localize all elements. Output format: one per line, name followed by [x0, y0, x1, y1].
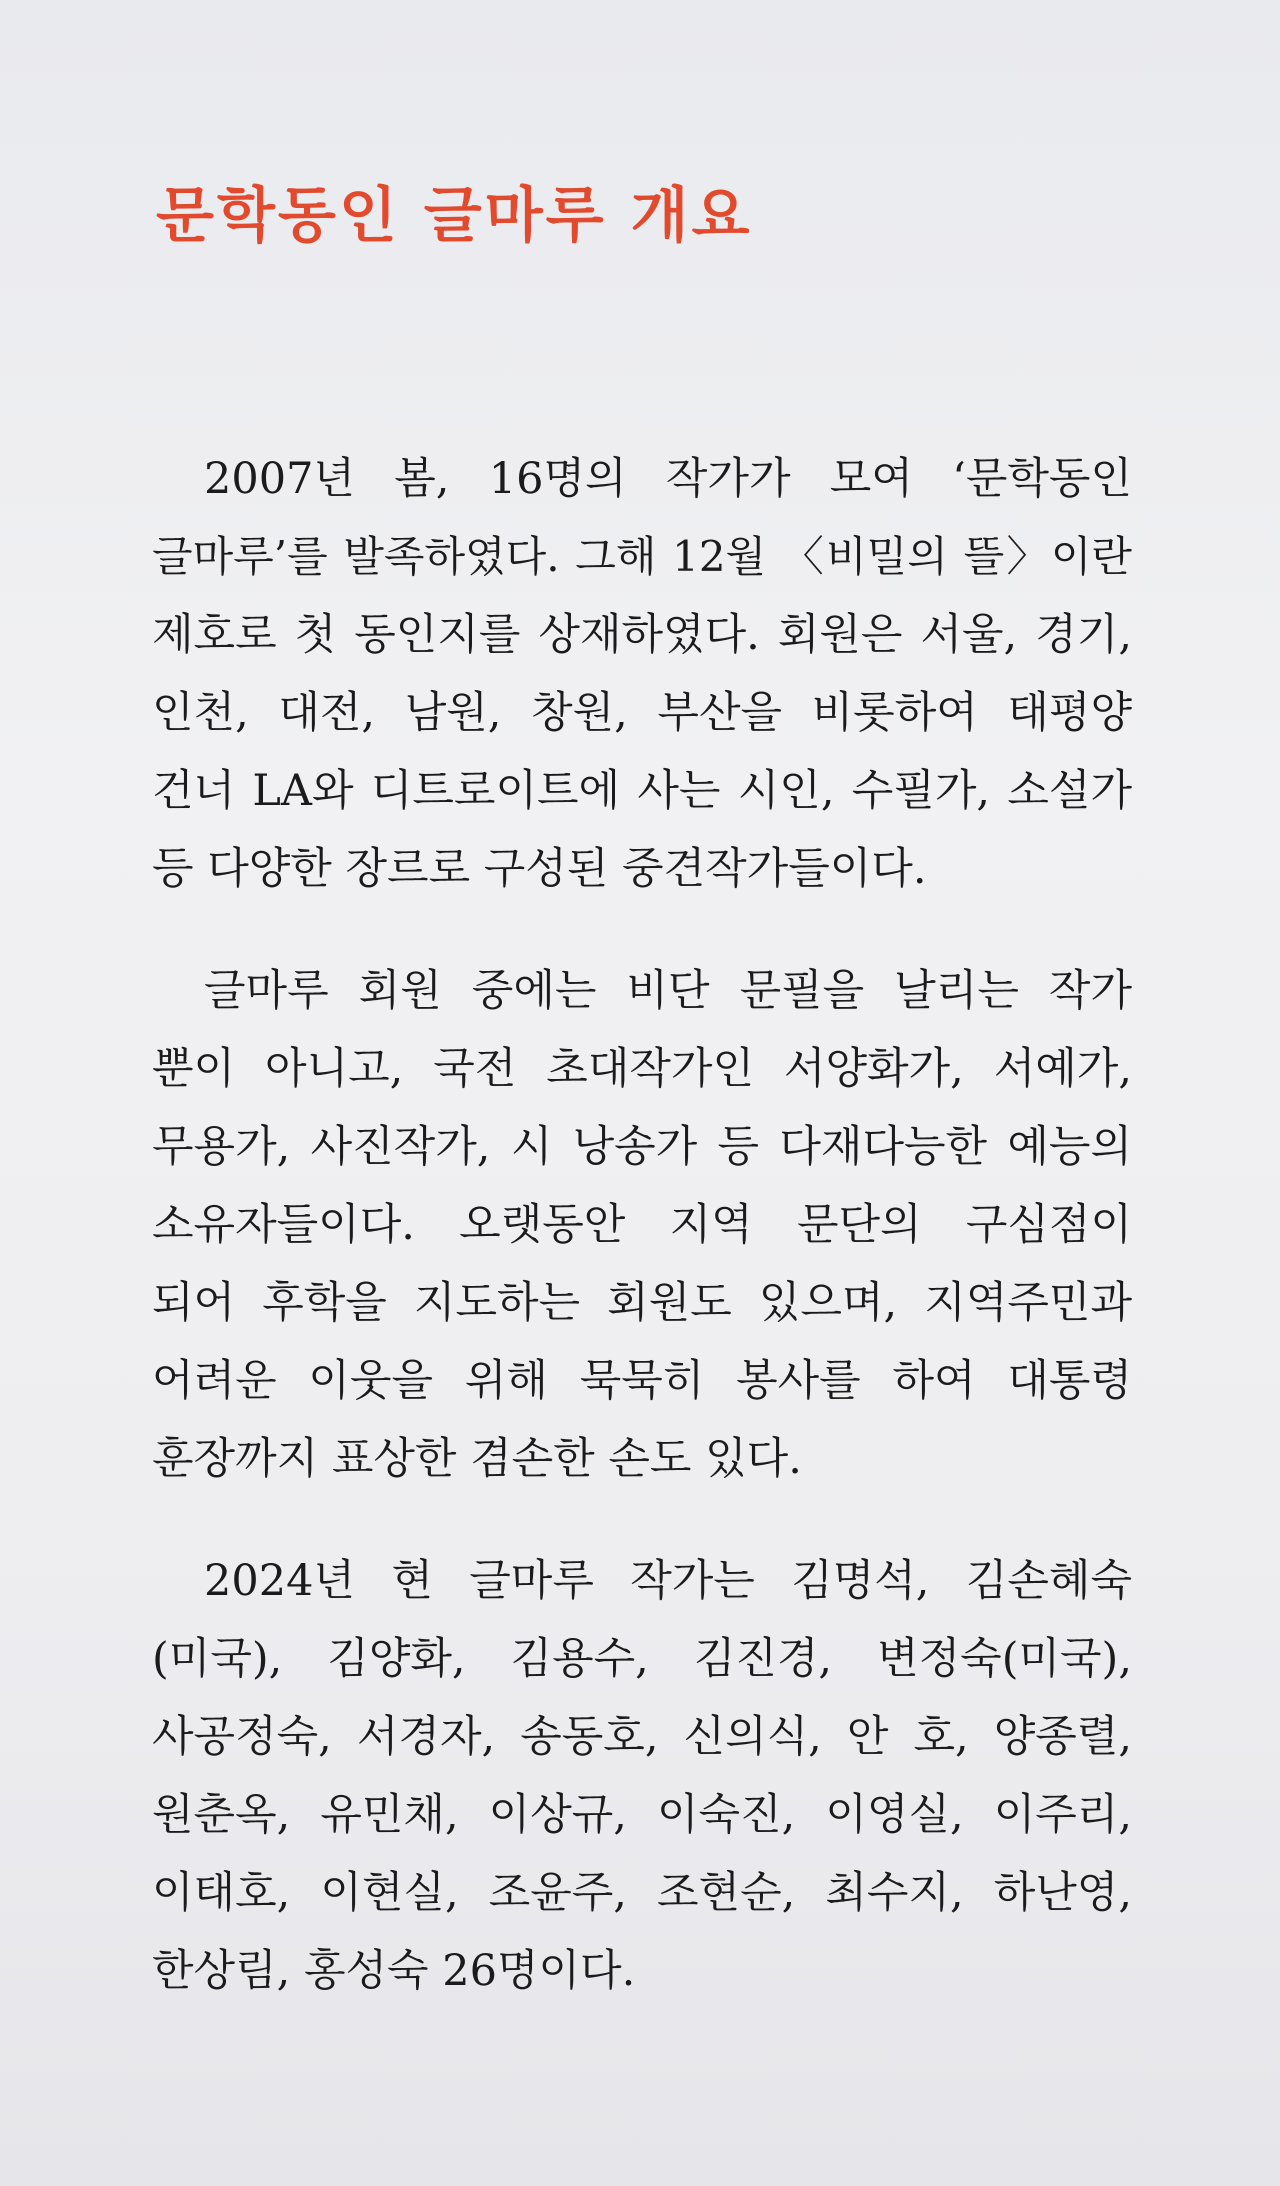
page-title: 문학동인 글마루 개요: [156, 181, 753, 251]
text-line: 한상림, 홍성숙 26명이다.: [152, 1946, 636, 1996]
text-line: (미국), 김양화, 김용수, 김진경, 변정숙(미국),: [152, 1634, 1132, 1684]
text-line: 등 다양한 장르로 구성된 중견작가들이다.: [152, 844, 927, 894]
text-line: 인천, 대전, 남원, 창원, 부산을 비롯하여 태평양: [152, 688, 1132, 738]
paragraph-members: [152, 952, 1132, 1498]
text-line: 원춘옥, 유민채, 이상규, 이숙진, 이영실, 이주리,: [152, 1790, 1132, 1840]
text-line: 사공정숙, 서경자, 송동호, 신의식, 안 호, 양종렬,: [152, 1712, 1132, 1762]
text-line: 어려운 이웃을 위해 묵묵히 봉사를 하여 대통령: [152, 1356, 1132, 1406]
text-line: 글마루’를 발족하였다. 그해 12월 〈비밀의 뜰〉이란: [152, 532, 1132, 581]
text-line: 무용가, 사진작가, 시 낭송가 등 다재다능한 예능의: [152, 1122, 1132, 1172]
text-line: 글마루 회원 중에는 비단 문필을 날리는 작가: [204, 966, 1132, 1016]
paragraph-founding: [152, 440, 1132, 908]
text-line: 훈장까지 표상한 겸손한 손도 있다.: [152, 1434, 802, 1484]
text-line: 이태호, 이현실, 조윤주, 조현순, 최수지, 하난영,: [152, 1868, 1132, 1918]
text-line: 2024년 현 글마루 작가는 김명석, 김손혜숙: [204, 1556, 1132, 1606]
text-line: 뿐이 아니고, 국전 초대작가인 서양화가, 서예가,: [152, 1044, 1132, 1094]
body-text: [152, 440, 1132, 2054]
text-line: 소유자들이다. 오랫동안 지역 문단의 구심점이: [152, 1200, 1132, 1250]
text-line: 제호로 첫 동인지를 상재하였다. 회원은 서울, 경기,: [152, 610, 1132, 660]
text-line: 되어 후학을 지도하는 회원도 있으며, 지역주민과: [152, 1278, 1132, 1328]
paragraph-member-list: [152, 1542, 1132, 2010]
text-line: 건너 LA와 디트로이트에 사는 시인, 수필가, 소설가: [152, 766, 1132, 816]
text-line: 2007년 봄, 16명의 작가가 모여 ‘문학동인: [204, 454, 1132, 504]
